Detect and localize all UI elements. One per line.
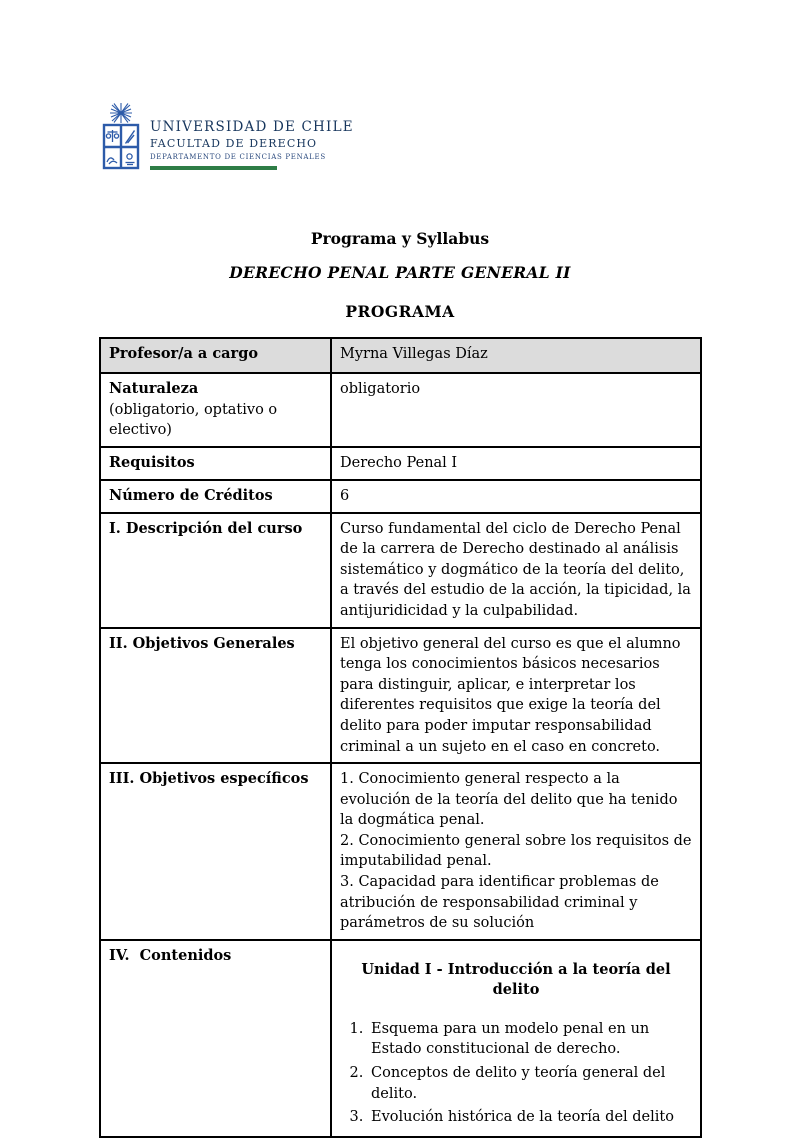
- university-logo: [99, 102, 354, 172]
- objective-line: 2. Conocimiento general sobre los requisitos de imputabilidad penal.: [340, 832, 692, 870]
- faculty-name: FACULTAD DE DERECHO: [150, 137, 318, 150]
- table-row-descripcion: [100, 513, 701, 628]
- department-name: DEPARTAMENTO DE CIENCIAS PENALES: [150, 153, 326, 161]
- row-value: 6: [340, 487, 350, 504]
- row-label: III. Objetivos específicos: [109, 770, 309, 788]
- section-heading: PROGRAMA: [345, 302, 455, 321]
- university-crest-icon: [99, 102, 143, 172]
- row-value: obligatorio: [340, 381, 421, 397]
- row-label: II. Objetivos Generales: [109, 634, 295, 652]
- row-label: I. Descripción del curso: [109, 519, 303, 537]
- unit-title: Unidad I - Introducción a la teoría del delito: [361, 960, 671, 999]
- table-row-objetivos-generales: [100, 628, 701, 763]
- objective-line: 1. Conocimiento general respecto a la evolución de la teoría del delito que ha tenido la dogmática penal.: [340, 771, 678, 829]
- university-name: UNIVERSIDAD DE CHILE: [150, 119, 354, 135]
- row-label: Profesor/a a cargo: [109, 345, 259, 362]
- objective-line: 3. Capacidad para identificar problemas de atribución de responsabilidad criminal y parámetros de su solución: [340, 873, 659, 932]
- table-row-profesor: [100, 338, 701, 373]
- contents-list-item: 3. Evolución histórica de la teoría del delito: [368, 1107, 692, 1128]
- logo-green-divider: [150, 166, 277, 170]
- row-label-sub: (obligatorio, optativo o electivo): [109, 401, 278, 439]
- row-label: Requisitos: [109, 453, 195, 471]
- row-value: Myrna Villegas Díaz: [340, 346, 488, 362]
- table-row-objetivos-especificos: [100, 763, 701, 940]
- program-table: [99, 337, 702, 1138]
- row-label: Naturaleza: [109, 380, 199, 397]
- table-row-requisitos: [100, 447, 701, 480]
- row-value: Derecho Penal I: [340, 454, 458, 471]
- table-row-creditos: [100, 480, 701, 513]
- row-value: El objetivo general del curso es que el alumno tenga los conocimientos básicos necesarios para distinguir, aplicar, e interpretar los diferentes requisitos que exige la teoría del delito para poder imputar responsabilidad criminal a un sujeto en el caso en concreto.: [340, 635, 681, 755]
- row-label: Número de Créditos: [109, 486, 273, 504]
- table-row-naturaleza: [100, 373, 701, 447]
- table-row-contenidos: [100, 940, 701, 1137]
- contents-list-item: 2. Conceptos de delito y teoría general del delito.: [368, 1063, 692, 1104]
- university-logo-text: [150, 120, 354, 170]
- course-title: DERECHO PENAL PARTE GENERAL II: [229, 263, 571, 282]
- document-title: Programa y Syllabus: [310, 229, 490, 248]
- contents-list: [340, 1019, 692, 1128]
- row-label: IV. Contenidos: [109, 946, 232, 964]
- contents-list-item: 1. Esquema para un modelo penal en un Estado constitucional de derecho.: [368, 1019, 692, 1060]
- row-value: Curso fundamental del ciclo de Derecho Penal de la carrera de Derecho destinado al análisis sistemático y dogmático de la teoría del delito, a través del estudio de la acción, la tipicidad, la antijuridicidad y la culpabilidad.: [340, 520, 691, 620]
